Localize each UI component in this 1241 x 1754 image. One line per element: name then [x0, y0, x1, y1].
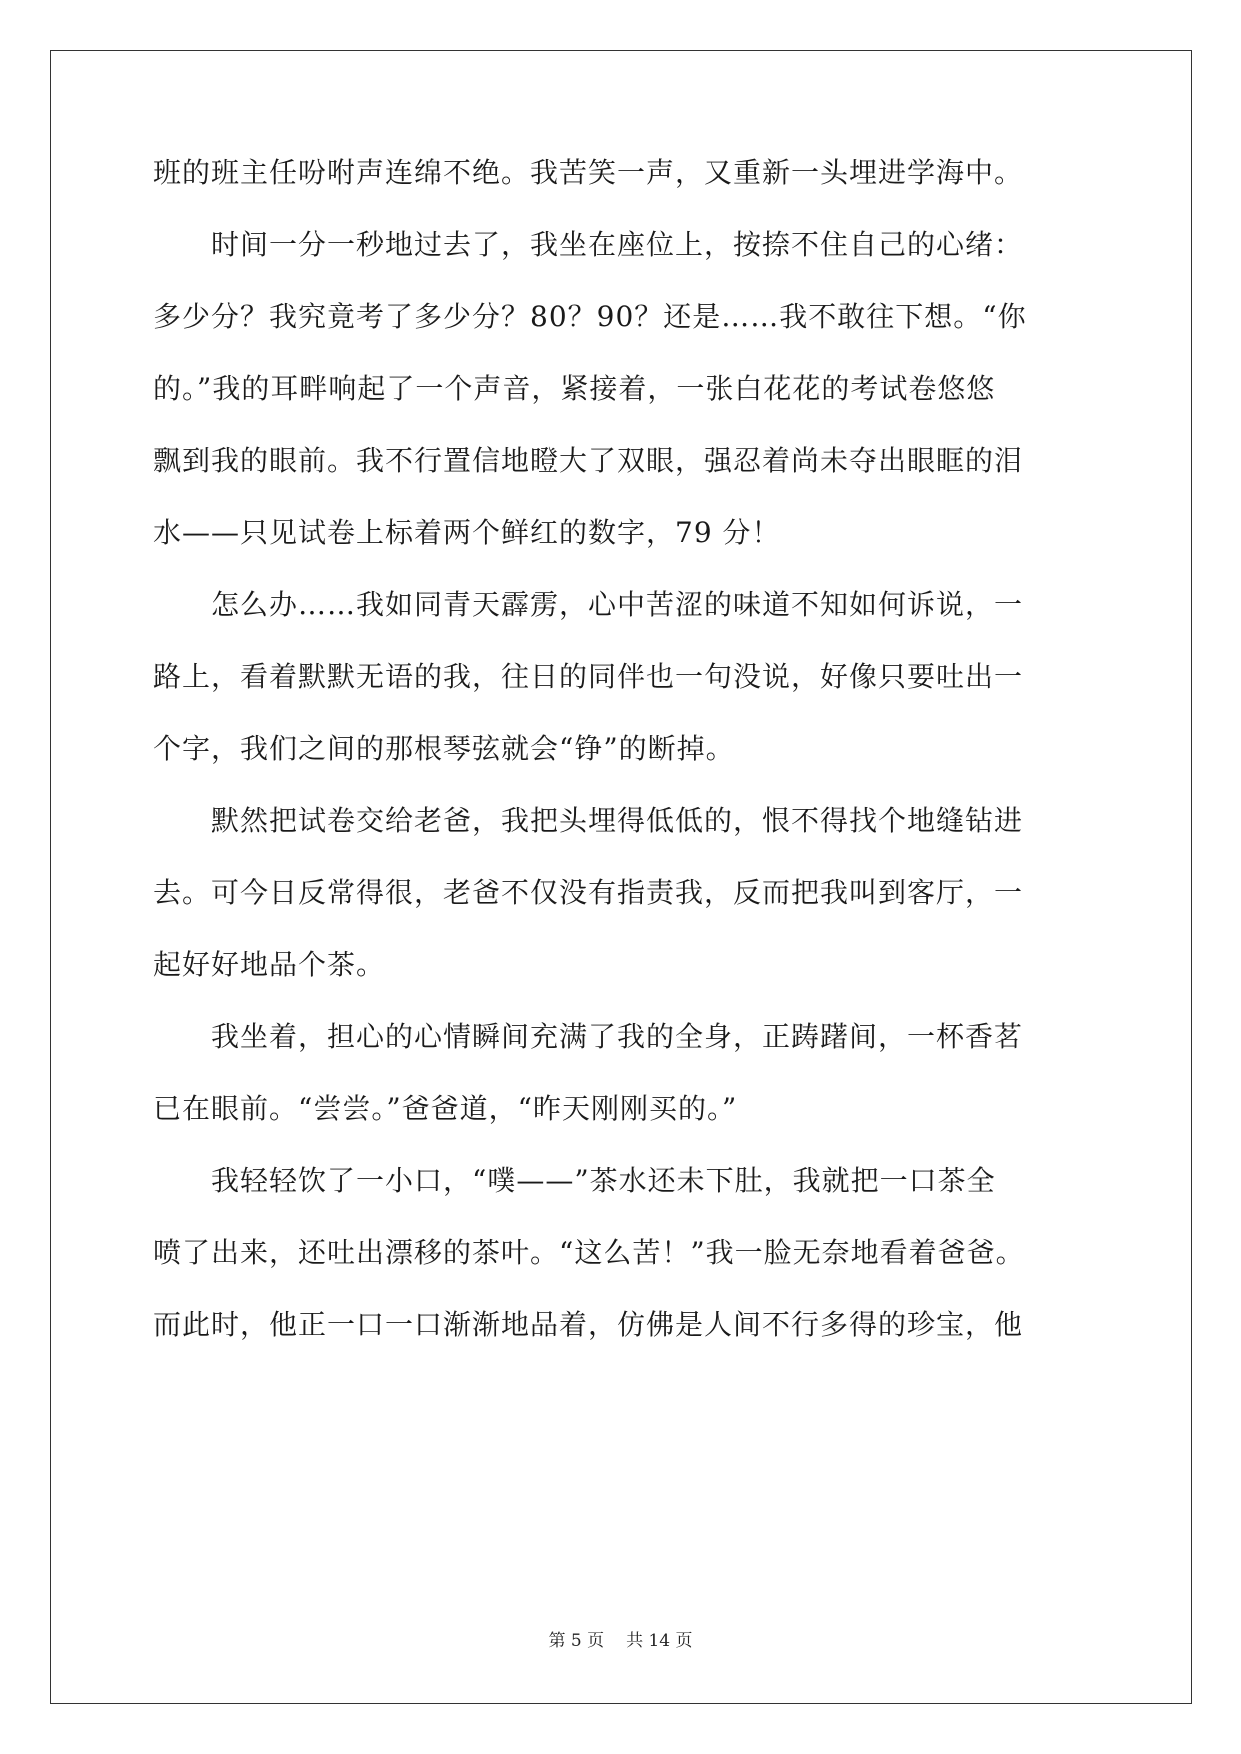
text-line: 我轻轻饮了一小口，“噗——”茶水还未下肚，我就把一口茶全	[153, 1164, 996, 1197]
text-line: 默然把试卷交给老爸，我把头埋得低低的，恨不得找个地缝钻进	[153, 804, 1024, 837]
text-line: 飘到我的眼前。我不行置信地瞪大了双眼，强忍着尚未夺出眼眶的泪	[153, 444, 1024, 477]
text-line: 已在眼前。“尝尝。”爸爸道，“昨天刚刚买的。”	[153, 1092, 738, 1125]
text-line: 时间一分一秒地过去了，我坐在座位上，按捺不住自己的心绪：	[153, 228, 1024, 261]
text-line: 路上，看着默默无语的我，往日的同伴也一句没说，好像只要吐出一	[153, 660, 1024, 693]
text-line: 怎么办……我如同青天霹雳，心中苦涩的味道不知如何诉说，一	[153, 588, 1024, 621]
text-line: 我坐着，担心的心情瞬间充满了我的全身，正踌躇间，一杯香茗	[153, 1020, 1024, 1053]
text-line: 去。可今日反常得很，老爸不仅没有指责我，反而把我叫到客厅，一	[153, 876, 1024, 909]
page-number: 第 5 页	[548, 1631, 605, 1651]
text-line: 多少分？我究竟考了多少分？80？90？还是……我不敢往下想。“你	[153, 300, 1027, 333]
text-line: 个字，我们之间的那根琴弦就会“铮”的断掉。	[153, 732, 735, 765]
text-line: 的。”我的耳畔响起了一个声音，紧接着，一张白花花的考试卷悠悠	[153, 372, 996, 405]
text-line: 起好好地品个茶。	[153, 948, 386, 981]
text-line: 水——只见试卷上标着两个鲜红的数字，79 分！	[153, 516, 781, 549]
page-footer	[0, 1630, 1241, 1652]
page-total: 共 14 页	[626, 1631, 693, 1651]
text-line: 而此时，他正一口一口渐渐地品着，仿佛是人间不行多得的珍宝，他	[153, 1308, 1024, 1341]
text-line: 班的班主任吩咐声连绵不绝。我苦笑一声，又重新一头埋进学海中。	[153, 156, 1024, 189]
text-line: 喷了出来，还吐出漂移的茶叶。“这么苦！”我一脸无奈地看着爸爸。	[153, 1236, 1025, 1269]
